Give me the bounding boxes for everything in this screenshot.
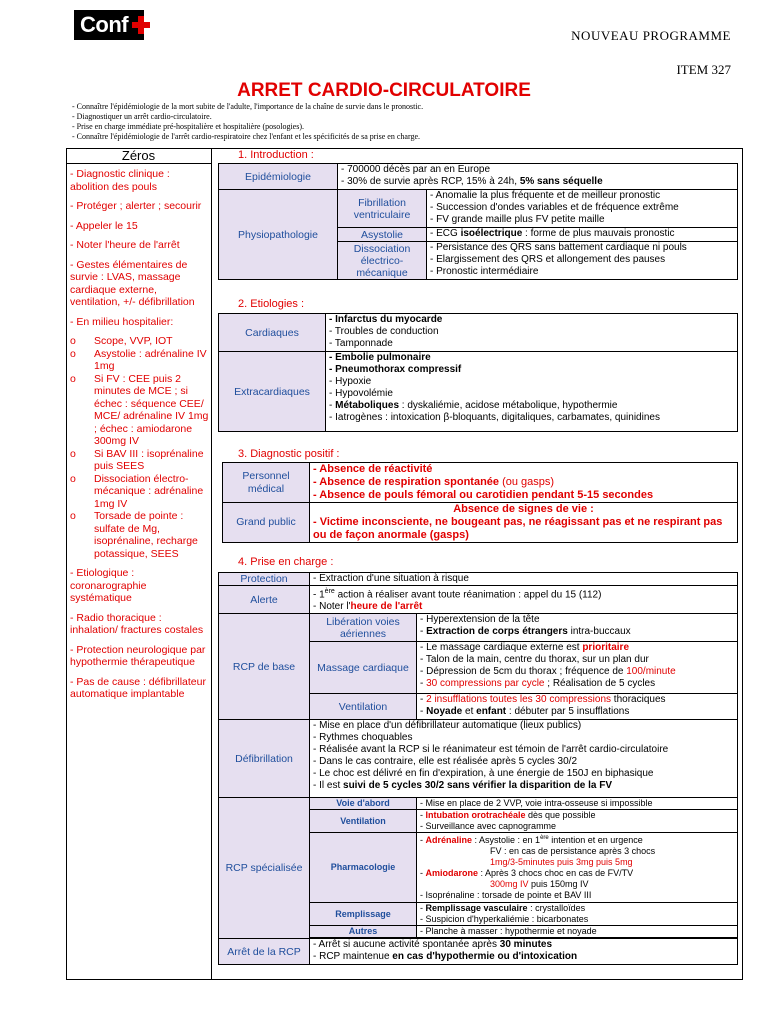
- zeros-title: Zéros: [66, 148, 211, 164]
- physiopathologie-label: Physiopathologie: [219, 190, 338, 280]
- text-line: - 30 compressions par cycle ; Réalisation de 5 cycles: [420, 678, 656, 690]
- text-line: - Mise en place d'un défibrillateur automatique (lieux publics): [313, 720, 582, 732]
- fv-label: Fibrillation ventriculaire: [338, 190, 427, 228]
- text-line: - Troubles de conduction: [329, 326, 439, 337]
- text-line: - Dépression de 5cm du thorax ; fréquence de 100/minute: [420, 666, 676, 678]
- text-line: - Hypoxie: [329, 376, 372, 387]
- zeros-list: [70, 168, 210, 708]
- text-line: 1mg/3-5minutes puis 3mg puis 5mg: [490, 857, 633, 868]
- extracardiaques-content: [326, 352, 738, 432]
- objectives-list: [72, 102, 423, 142]
- text-line: - Absence de respiration spontanée (ou gasps): [313, 476, 555, 488]
- zeros-item: - Protéger ; alerter ; secourir: [70, 200, 202, 212]
- voie-abord-label: Voie d'abord: [310, 798, 417, 810]
- personnel-medical-label: Personnel médical: [223, 463, 310, 503]
- rcp-base-label: RCP de base: [219, 614, 310, 720]
- autres-content: - Planche à masser : hypothermie et noyade: [417, 926, 738, 938]
- column-divider: [211, 148, 212, 980]
- remplissage-content: [417, 903, 738, 926]
- text-line: - 700000 décès par an en Europe: [341, 164, 490, 175]
- text-line: - Pneumothorax compressif: [329, 364, 462, 375]
- ventilation-specialisee-label: Ventilation: [310, 810, 417, 833]
- zeros-item: - Radio thoracique : inhalation/ fractures costales: [70, 611, 204, 636]
- pharmacologie-label: Pharmacologie: [310, 833, 417, 903]
- zeros-item: - Diagnostic clinique : abolition des pouls: [70, 168, 170, 193]
- alerte-content: [310, 586, 738, 614]
- text-line: - Intubation orotrachéale dès que possible: [420, 810, 596, 821]
- text-line: - Le choc est délivré en fin d'expiration, à une énergie de 150J en biphasique: [313, 768, 654, 780]
- text-line: - Iatrogènes : intoxication β-bloquants, digitaliques, carbamates, quinidines: [329, 412, 660, 423]
- text-line: - Dans le cas contraire, elle est réalisée après 5 cycles 30/2: [313, 756, 578, 768]
- massage-content: [417, 642, 738, 694]
- text-line: - Succession d'ondes variables et de fréquence extrême: [430, 202, 679, 213]
- text-line: - 30% de survie après RCP, 15% à 24h, 5% sans séquelle: [341, 176, 603, 187]
- text-line: - Arrêt si aucune activité spontanée après 30 minutes: [313, 939, 553, 951]
- text-line: - Victime inconsciente, ne bougeant pas, ne réagissant pas et ne respirant pas ou de façon anormale (gasps): [313, 516, 723, 541]
- protection-content: - Extraction d'une situation à risque: [310, 573, 738, 586]
- zeros-item: - Noter l'heure de l'arrêt: [70, 239, 180, 251]
- diagnostic-table: [222, 462, 738, 543]
- section-prise-en-charge: 4. Prise en charge :: [238, 556, 334, 568]
- ventilation-label: Ventilation: [310, 694, 417, 720]
- etiologies-table: [218, 313, 738, 432]
- zeros-item: - Appeler le 15: [70, 219, 138, 232]
- text-line: - Il est suivi de 5 cycles 30/2 sans vérifier la disparition de la FV: [313, 780, 613, 792]
- cardiaques-content: [326, 314, 738, 352]
- massage-label: Massage cardiaque: [310, 642, 417, 694]
- zeros-item: - Protection neurologique par hypothermie thérapeutique: [70, 643, 206, 668]
- text-line: 300mg IV puis 150mg IV: [490, 879, 589, 890]
- zeros-item: - Pas de cause : défibrillateur automatique implantable: [70, 675, 206, 700]
- text-line: - Absence de réactivité: [313, 463, 433, 475]
- objective-item: - Prise en charge immédiate pré-hospitalière et hospitalière (posologies).: [72, 122, 304, 131]
- text-line: - Hypovolémie: [329, 388, 393, 399]
- text-line: - Amiodarone : Après 3 chocs choc en cas de FV/TV: [420, 868, 634, 879]
- epidemiologie-content: [338, 164, 738, 190]
- zeros-item: - Etiologique : coronarographie systématique: [70, 567, 147, 604]
- zeros-item: o Si FV : CEE puis 2 minutes de MCE ; si échec : séquence CEE/ MCE/ adrénaline IV 1mg ; échec : amiodarone 300mg IV: [70, 373, 210, 448]
- remplissage-label: Remplissage: [310, 903, 417, 926]
- logo-text: Conf: [80, 12, 129, 37]
- text-line: - Persistance des QRS sans battement cardiaque ni pouls: [430, 242, 687, 253]
- ventilation-content: [417, 694, 738, 720]
- objective-item: - Connaître l'épidémiologie de l'arrêt cardio-respiratoire chez l'enfant et les spécificités de sa prise en charge.: [72, 132, 421, 141]
- text-line: - Anomalie la plus fréquente et de meilleur pronostic: [430, 190, 661, 201]
- zeros-item: - En milieu hospitalier:: [70, 315, 174, 328]
- ventilation-specialisee-content: [417, 810, 738, 833]
- page-title: ARRET CARDIO-CIRCULATOIRE: [237, 80, 531, 101]
- introduction-table: [218, 163, 738, 280]
- text-line: - FV grande maille plus FV petite maille: [430, 214, 605, 225]
- text-line: - 1ère action à réaliser avant toute réanimation : appel du 15 (112): [313, 588, 602, 601]
- dem-content: [427, 242, 738, 280]
- arret-rcp-label: Arrêt de la RCP: [219, 939, 310, 965]
- text-line: - Elargissement des QRS et allongement des pauses: [430, 254, 666, 265]
- objective-item: - Connaître l'épidémiologie de la mort subite de l'adulte, l'importance de la chaîne de survie dans le pronostic.: [72, 102, 424, 111]
- text-line: - Surveillance avec capnogramme: [420, 821, 557, 832]
- text-line: - Noyade et enfant : débuter par 5 insufflations: [420, 706, 630, 718]
- voie-abord-content: - Mise en place de 2 VVP, voie intra-osseuse si impossible: [417, 798, 738, 810]
- alerte-label: Alerte: [219, 586, 310, 614]
- pharmacologie-content: [417, 833, 738, 903]
- epidemiologie-label: Epidémiologie: [219, 164, 338, 190]
- asystolie-content: - ECG isoélectrique : forme de plus mauvais pronostic: [427, 228, 738, 242]
- text-line: - Hyperextension de la tête: [420, 614, 540, 626]
- text-line: - Le massage cardiaque externe est prioritaire: [420, 642, 630, 654]
- conf-plus-logo: [74, 10, 144, 40]
- text-line: - Extraction de corps étrangers intra-buccaux: [420, 626, 631, 638]
- text-line: - Absence de pouls fémoral ou carotidien pendant 5-15 secondes: [313, 489, 654, 501]
- text-line: - RCP maintenue en cas d'hypothermie ou d'intoxication: [313, 951, 578, 963]
- zeros-item: o Dissociation électro-mécanique : adrénaline 1mg IV: [70, 473, 210, 511]
- grand-public-content: [310, 503, 738, 543]
- arret-rcp-content: [310, 939, 738, 965]
- liberation-content: [417, 614, 738, 642]
- text-line: FV : en cas de persistance après 3 chocs: [490, 846, 656, 857]
- text-line: - Talon de la main, centre du thorax, sur un plan dur: [420, 654, 649, 666]
- text-line: - Isoprénaline : torsade de pointe et BAV III: [420, 890, 592, 901]
- cardiaques-label: Cardiaques: [219, 314, 326, 352]
- extracardiaques-label: Extracardiaques: [219, 352, 326, 432]
- text-line: - Tamponnade: [329, 338, 393, 349]
- text-line: - Adrénaline : Asystolie : en 1ère intention et en urgence: [420, 835, 643, 846]
- text-line: - Noter l'heure de l'arrêt: [313, 601, 423, 613]
- zeros-item: o Asystolie : adrénaline IV 1mg: [70, 348, 210, 373]
- text-line: - Remplissage vasculaire : crystalloïdes: [420, 903, 586, 914]
- section-diagnostic: 3. Diagnostic positif :: [238, 448, 340, 460]
- rcp-specialisee-label: RCP spécialisée: [219, 798, 310, 939]
- dem-label: Dissociation électrico-mécanique: [338, 242, 427, 280]
- prise-en-charge-table: [218, 572, 738, 965]
- text-line: - Infarctus du myocarde: [329, 314, 443, 325]
- programme-label: NOUVEAU PROGRAMME: [571, 28, 731, 43]
- text-line: - 2 insufflations toutes les 30 compressions thoraciques: [420, 694, 666, 706]
- zeros-item: o Scope, VVP, IOT: [70, 335, 210, 348]
- autres-label: Autres: [310, 926, 417, 938]
- text-line: - Embolie pulmonaire: [329, 352, 431, 363]
- text-line: - Suspicion d'hyperkaliémie : bicarbonates: [420, 914, 589, 925]
- text-line: - Métaboliques : dyskaliémie, acidose métabolique, hypothermie: [329, 400, 618, 411]
- objective-item: - Diagnostiquer un arrêt cardio-circulatoire.: [72, 112, 212, 121]
- section-etiologies: 2. Etiologies :: [238, 298, 305, 310]
- asystolie-label: Asystolie: [338, 228, 427, 242]
- section-introduction: 1. Introduction :: [238, 149, 314, 161]
- defibrillation-label: Défibrillation: [219, 720, 310, 798]
- protection-label: Protection: [219, 573, 310, 586]
- plus-icon: [132, 16, 144, 34]
- zeros-item: o Si BAV III : isoprénaline puis SEES: [70, 448, 210, 473]
- zeros-item: o Torsade de pointe : sulfate de Mg, isoprénaline, recharge potassique, SEES: [70, 510, 210, 560]
- defibrillation-content: [310, 720, 738, 798]
- text-line: - Réalisée avant la RCP si le réanimateur est témoin de l'arrêt cardio-circulatoire: [313, 744, 669, 756]
- text-line: Absence de signes de vie :: [453, 503, 594, 515]
- fv-content: [427, 190, 738, 228]
- item-number: ITEM 327: [676, 62, 731, 77]
- personnel-medical-content: [310, 463, 738, 503]
- zeros-item: - Gestes élémentaires de survie : LVAS, massage cardiaque externe, ventilation, +/- défibrillation: [70, 258, 195, 308]
- text-line: - Rythmes choquables: [313, 732, 413, 744]
- liberation-label: Libération voies aériennes: [310, 614, 417, 642]
- text-line: - Pronostic intermédiaire: [430, 266, 539, 277]
- grand-public-label: Grand public: [223, 503, 310, 543]
